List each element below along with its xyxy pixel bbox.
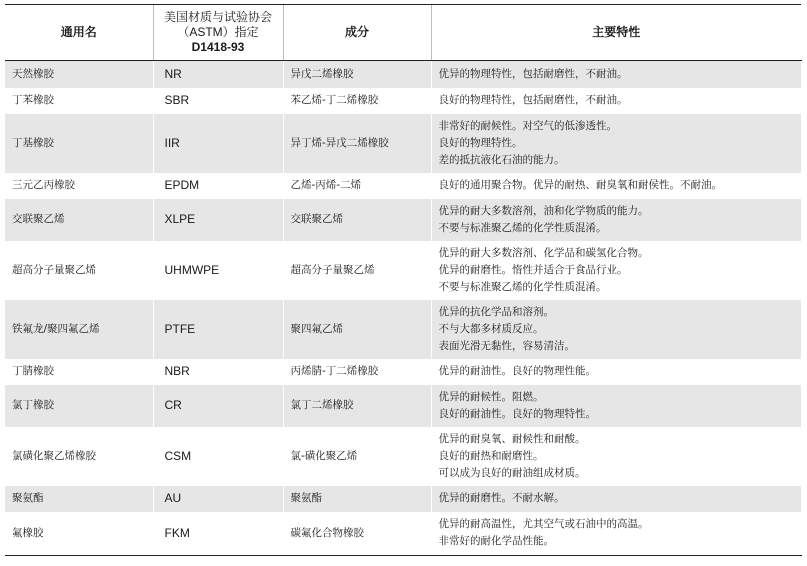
cell-common-name: 丁苯橡胶 xyxy=(5,88,153,114)
header-astm xyxy=(153,5,283,61)
table-body xyxy=(5,61,801,556)
property-line: 优异的耐高温性，尤其空气或石油中的高温。 xyxy=(438,518,649,531)
cell-properties xyxy=(431,173,801,199)
cell-common-name: 丁腈橡胶 xyxy=(5,359,153,385)
cell-composition: 氯-磺化聚乙烯 xyxy=(283,427,431,486)
table-row xyxy=(5,385,801,427)
cell-astm-code: FKM xyxy=(153,512,283,556)
cell-properties xyxy=(431,486,801,512)
property-line: 优异的耐大多数溶剂、化学品和碳氢化合物。 xyxy=(438,246,649,259)
cell-composition: 交联聚乙烯 xyxy=(283,199,431,241)
property-line: 良好的耐热和耐磨性。 xyxy=(438,449,544,462)
cell-astm-code: NR xyxy=(153,61,283,88)
property-line: 不要与标准聚乙烯的化学性质混淆。 xyxy=(438,221,607,234)
table-row xyxy=(5,61,801,88)
table-header-row xyxy=(5,5,801,61)
table-row xyxy=(5,427,801,486)
cell-composition: 异丁烯-异戊二烯橡胶 xyxy=(283,114,431,173)
cell-properties xyxy=(431,385,801,427)
table-row xyxy=(5,359,801,385)
cell-composition: 氯丁二烯橡胶 xyxy=(283,385,431,427)
cell-common-name: 丁基橡胶 xyxy=(5,114,153,173)
cell-properties xyxy=(431,88,801,114)
table-row xyxy=(5,173,801,199)
cell-astm-code: XLPE xyxy=(153,199,283,241)
cell-composition: 苯乙烯-丁二烯橡胶 xyxy=(283,88,431,114)
cell-composition: 异戊二烯橡胶 xyxy=(283,61,431,88)
header-composition: 成分 xyxy=(283,5,431,61)
header-astm-line3: D1418-93 xyxy=(191,40,245,54)
property-line: 良好的通用聚合物。优异的耐热、耐臭氧和耐侯性。不耐油。 xyxy=(438,179,722,191)
cell-common-name: 氟橡胶 xyxy=(5,512,153,556)
cell-common-name: 氯磺化聚乙烯橡胶 xyxy=(5,427,153,486)
property-line: 可以成为良好的耐油组成材质。 xyxy=(438,466,586,479)
header-common-name: 通用名 xyxy=(5,5,153,61)
property-line: 优异的耐大多数溶剂，油和化学物质的能力。 xyxy=(438,204,649,217)
cell-composition: 碳氟化合物橡胶 xyxy=(283,512,431,556)
cell-properties xyxy=(431,241,801,300)
property-line: 不与大都多材质反应。 xyxy=(438,322,544,335)
cell-astm-code: SBR xyxy=(153,88,283,114)
cell-properties xyxy=(431,300,801,359)
table-row xyxy=(5,486,801,512)
rubber-table-container xyxy=(5,4,801,556)
cell-properties xyxy=(431,114,801,173)
property-line: 良好的物理特性，包括耐磨性，不耐油。 xyxy=(438,94,628,106)
cell-astm-code: CSM xyxy=(153,427,283,486)
cell-common-name: 氯丁橡胶 xyxy=(5,385,153,427)
property-line: 优异的耐油性。良好的物理性能。 xyxy=(438,365,596,377)
property-line: 优异的物理特性，包括耐磨性，不耐油。 xyxy=(438,67,628,80)
table-row xyxy=(5,114,801,173)
cell-properties xyxy=(431,199,801,241)
header-astm-line1: 美国材质与试验协会 xyxy=(163,10,272,24)
cell-properties xyxy=(431,359,801,385)
cell-astm-code: CR xyxy=(153,385,283,427)
property-line: 非常好的耐化学品性能。 xyxy=(438,535,554,548)
cell-common-name: 超高分子量聚乙烯 xyxy=(5,241,153,300)
property-line: 不要与标准聚乙烯的化学性质混淆。 xyxy=(438,280,607,293)
cell-composition: 聚氨酯 xyxy=(283,486,431,512)
header-astm-line2: （ASTM）指定 xyxy=(177,25,259,39)
cell-composition: 聚四氟乙烯 xyxy=(283,300,431,359)
cell-astm-code: AU xyxy=(153,486,283,512)
property-line: 非常好的耐候性。对空气的低渗透性。 xyxy=(438,119,617,132)
rubber-materials-table xyxy=(5,4,802,556)
cell-astm-code: PTFE xyxy=(153,300,283,359)
property-line: 优异的耐臭氧、耐候性和耐酸。 xyxy=(438,432,586,445)
cell-astm-code: UHMWPE xyxy=(153,241,283,300)
header-properties: 主要特性 xyxy=(431,5,801,61)
property-line: 良好的耐油性。良好的物理特性。 xyxy=(438,407,596,420)
cell-common-name: 天然橡胶 xyxy=(5,61,153,88)
property-line: 差的抵抗液化石油的能力。 xyxy=(438,153,565,166)
cell-common-name: 交联聚乙烯 xyxy=(5,199,153,241)
table-row xyxy=(5,88,801,114)
table-row xyxy=(5,241,801,300)
property-line: 优异的抗化学品和溶剂。 xyxy=(438,305,554,318)
property-line: 优异的耐磨性。不耐水解。 xyxy=(438,492,565,504)
cell-common-name: 聚氨酯 xyxy=(5,486,153,512)
cell-composition: 超高分子量聚乙烯 xyxy=(283,241,431,300)
table-row xyxy=(5,512,801,556)
table-row xyxy=(5,199,801,241)
property-line: 良好的物理特性。 xyxy=(438,136,523,149)
cell-astm-code: EPDM xyxy=(153,173,283,199)
cell-composition: 丙烯腈-丁二烯橡胶 xyxy=(283,359,431,385)
cell-common-name: 三元乙丙橡胶 xyxy=(5,173,153,199)
cell-composition: 乙烯-丙烯-二烯 xyxy=(283,173,431,199)
property-line: 优异的耐候性。阻燃。 xyxy=(438,390,544,403)
cell-properties xyxy=(431,427,801,486)
cell-astm-code: NBR xyxy=(153,359,283,385)
cell-properties xyxy=(431,61,801,88)
cell-astm-code: IIR xyxy=(153,114,283,173)
cell-properties xyxy=(431,512,801,556)
cell-common-name: 铁氟龙/聚四氟乙烯 xyxy=(5,300,153,359)
table-row xyxy=(5,300,801,359)
property-line: 优异的耐磨性。惰性并适合于食品行业。 xyxy=(438,263,628,276)
property-line: 表面光滑无黏性，容易清洁。 xyxy=(438,339,575,352)
